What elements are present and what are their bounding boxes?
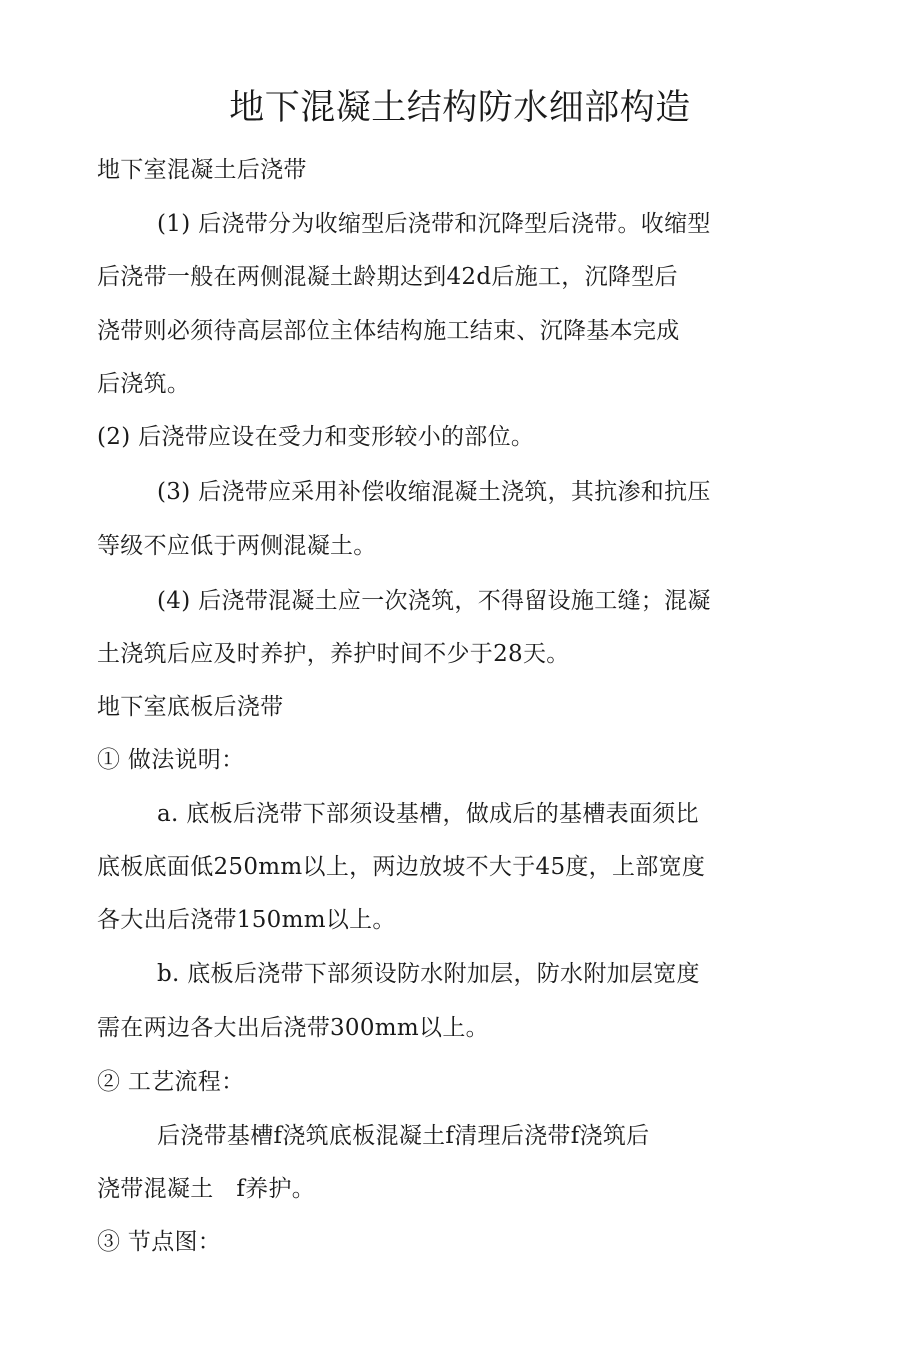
item-a-line-1: a. 底板后浇带下部须设基槽，做成后的基槽表面须比 [157,801,699,827]
item-b-line-1: b. 底板后浇带下部须设防水附加层，防水附加层宽度 [157,961,700,987]
paragraph-1-line-4: 后浇筑。 [97,371,191,397]
process-flow-line-1: 后浇带基槽f浇筑底板混凝土f清理后浇带f浇筑后 [157,1123,650,1149]
paragraph-3-line-2: 等级不应低于两侧混凝土。 [97,533,377,559]
paragraph-2-line-1: (2) 后浇带应设在受力和变形较小的部位。 [97,424,535,450]
item-3-heading: ③ 节点图： [97,1229,222,1255]
paragraph-1-line-3: 浇带则必须待高层部位主体结构施工结束、沉降基本完成 [97,318,680,344]
item-a-line-3: 各大出后浇带150mm以上。 [97,907,396,933]
item-1-heading: ① 做法说明： [97,747,245,773]
paragraph-3-line-1: (3) 后浇带应采用补偿收缩混凝土浇筑，其抗渗和抗压 [157,479,711,505]
process-flow-line-2: 浇带混凝土 f养护。 [97,1176,316,1202]
paragraph-4-line-2: 土浇筑后应及时养护，养护时间不少于28天。 [97,641,570,667]
section-heading-basement-post-pour-strip: 地下室混凝土后浇带 [97,157,307,183]
section-heading-floor-slab-post-pour-strip: 地下室底板后浇带 [97,694,284,720]
item-a-line-2: 底板底面低250mm以上，两边放坡不大于45度，上部宽度 [97,854,706,880]
item-2-heading: ② 工艺流程： [97,1069,245,1095]
document-title: 地下混凝土结构防水细部构造 [229,88,691,128]
paragraph-1-line-2: 后浇带一般在两侧混凝土龄期达到42d后施工，沉降型后 [97,264,678,290]
item-b-line-2: 需在两边各大出后浇带300mm以上。 [97,1015,489,1041]
paragraph-4-line-1: (4) 后浇带混凝土应一次浇筑，不得留设施工缝；混凝 [157,588,711,614]
paragraph-1-line-1: (1) 后浇带分为收缩型后浇带和沉降型后浇带。收缩型 [157,211,711,237]
